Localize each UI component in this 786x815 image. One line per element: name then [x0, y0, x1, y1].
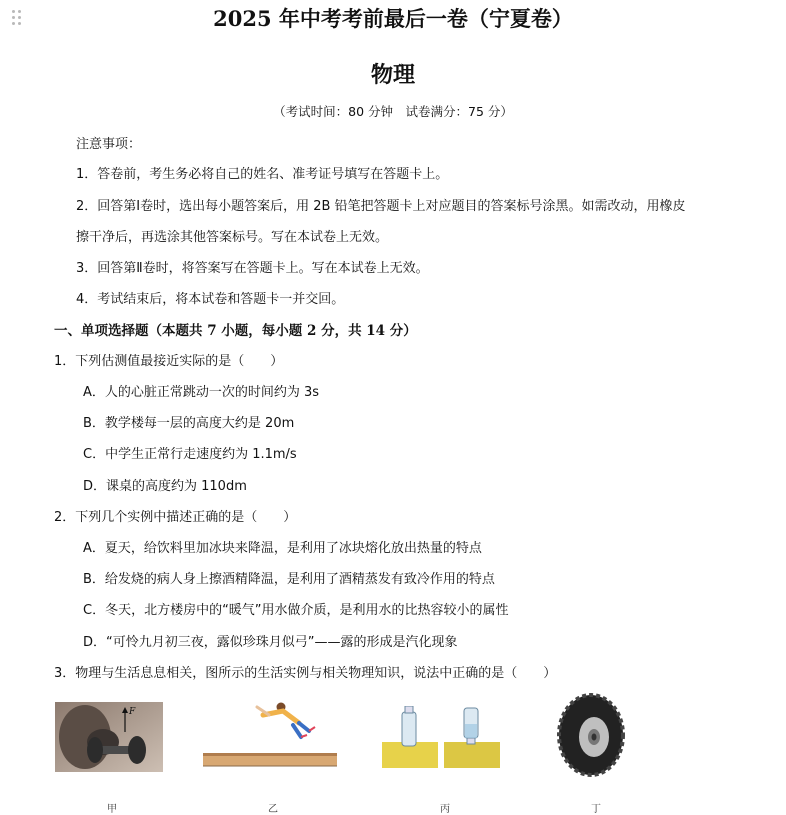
figure-weightlifting: [55, 702, 163, 772]
question-option: C．中学生正常行走速度约为 1.1m/s: [83, 447, 297, 462]
subject-title: 物理: [370, 62, 415, 88]
note-item: 擦干净后，再选涂其他答案标号。写在本试卷上无效。: [76, 230, 389, 245]
question-option: B．教学楼每一层的高度大约是 20m: [83, 416, 295, 431]
question-option: D．课桌的高度约为 110dm: [83, 479, 247, 494]
figure-caption: 丁: [591, 804, 601, 815]
exam-info: （考试时间：80 分钟 试卷满分：75 分）: [273, 104, 513, 119]
note-item: 2．回答第Ⅰ卷时，选出每小题答案后，用 2B 铅笔把答题卡上对应题目的答案标号涂黑。如需改动，用橡皮: [76, 199, 686, 214]
question-option: A．夏天，给饮料里加冰块来降温，是利用了冰块熔化放出热量的特点: [83, 541, 482, 556]
section-heading: 一、单项选择题（本题共 7 小题，每小题 2 分，共 14 分）: [54, 323, 417, 339]
note-item: 4．考试结束后，将本试卷和答题卡一并交回。: [76, 292, 345, 307]
question-stem: 2．下列几个实例中描述正确的是（ ）: [54, 510, 297, 525]
figure-bottles-on-sponge: [382, 706, 500, 768]
question-stem: 1．下列估测值最接近实际的是（ ）: [54, 354, 284, 369]
figure-tyre: [556, 693, 626, 777]
question-option: A．人的心脏正常跳动一次的时间约为 3s: [83, 385, 320, 400]
figure-caption: 乙: [268, 804, 278, 815]
question-option: C．冬天，北方楼房中的“暖气”用水做介质，是利用水的比热容较小的属性: [83, 603, 509, 618]
notes-heading: 注意事项：: [76, 137, 142, 152]
force-label: F: [129, 707, 136, 717]
question-option: D．“可怜九月初三夜，露似珍珠月似弓”——露的形成是汽化现象: [83, 635, 458, 650]
document-title: 2025 年中考考前最后一卷（宁夏卷）: [213, 6, 573, 31]
figure-long-jump: [203, 697, 341, 771]
question-option: B．给发烧的病人身上擦酒精降温，是利用了酒精蒸发有致冷作用的特点: [83, 572, 495, 587]
question-stem: 3．物理与生活息息相关，图所示的生活实例与相关物理知识，说法中正确的是（ ）: [54, 666, 557, 681]
figure-caption: 甲: [107, 804, 117, 815]
figure-caption: 丙: [440, 804, 450, 815]
note-item: 3．回答第Ⅱ卷时，将答案写在答题卡上。写在本试卷上无效。: [76, 261, 429, 276]
note-item: 1．答卷前，考生务必将自己的姓名、准考证号填写在答题卡上。: [76, 167, 449, 182]
